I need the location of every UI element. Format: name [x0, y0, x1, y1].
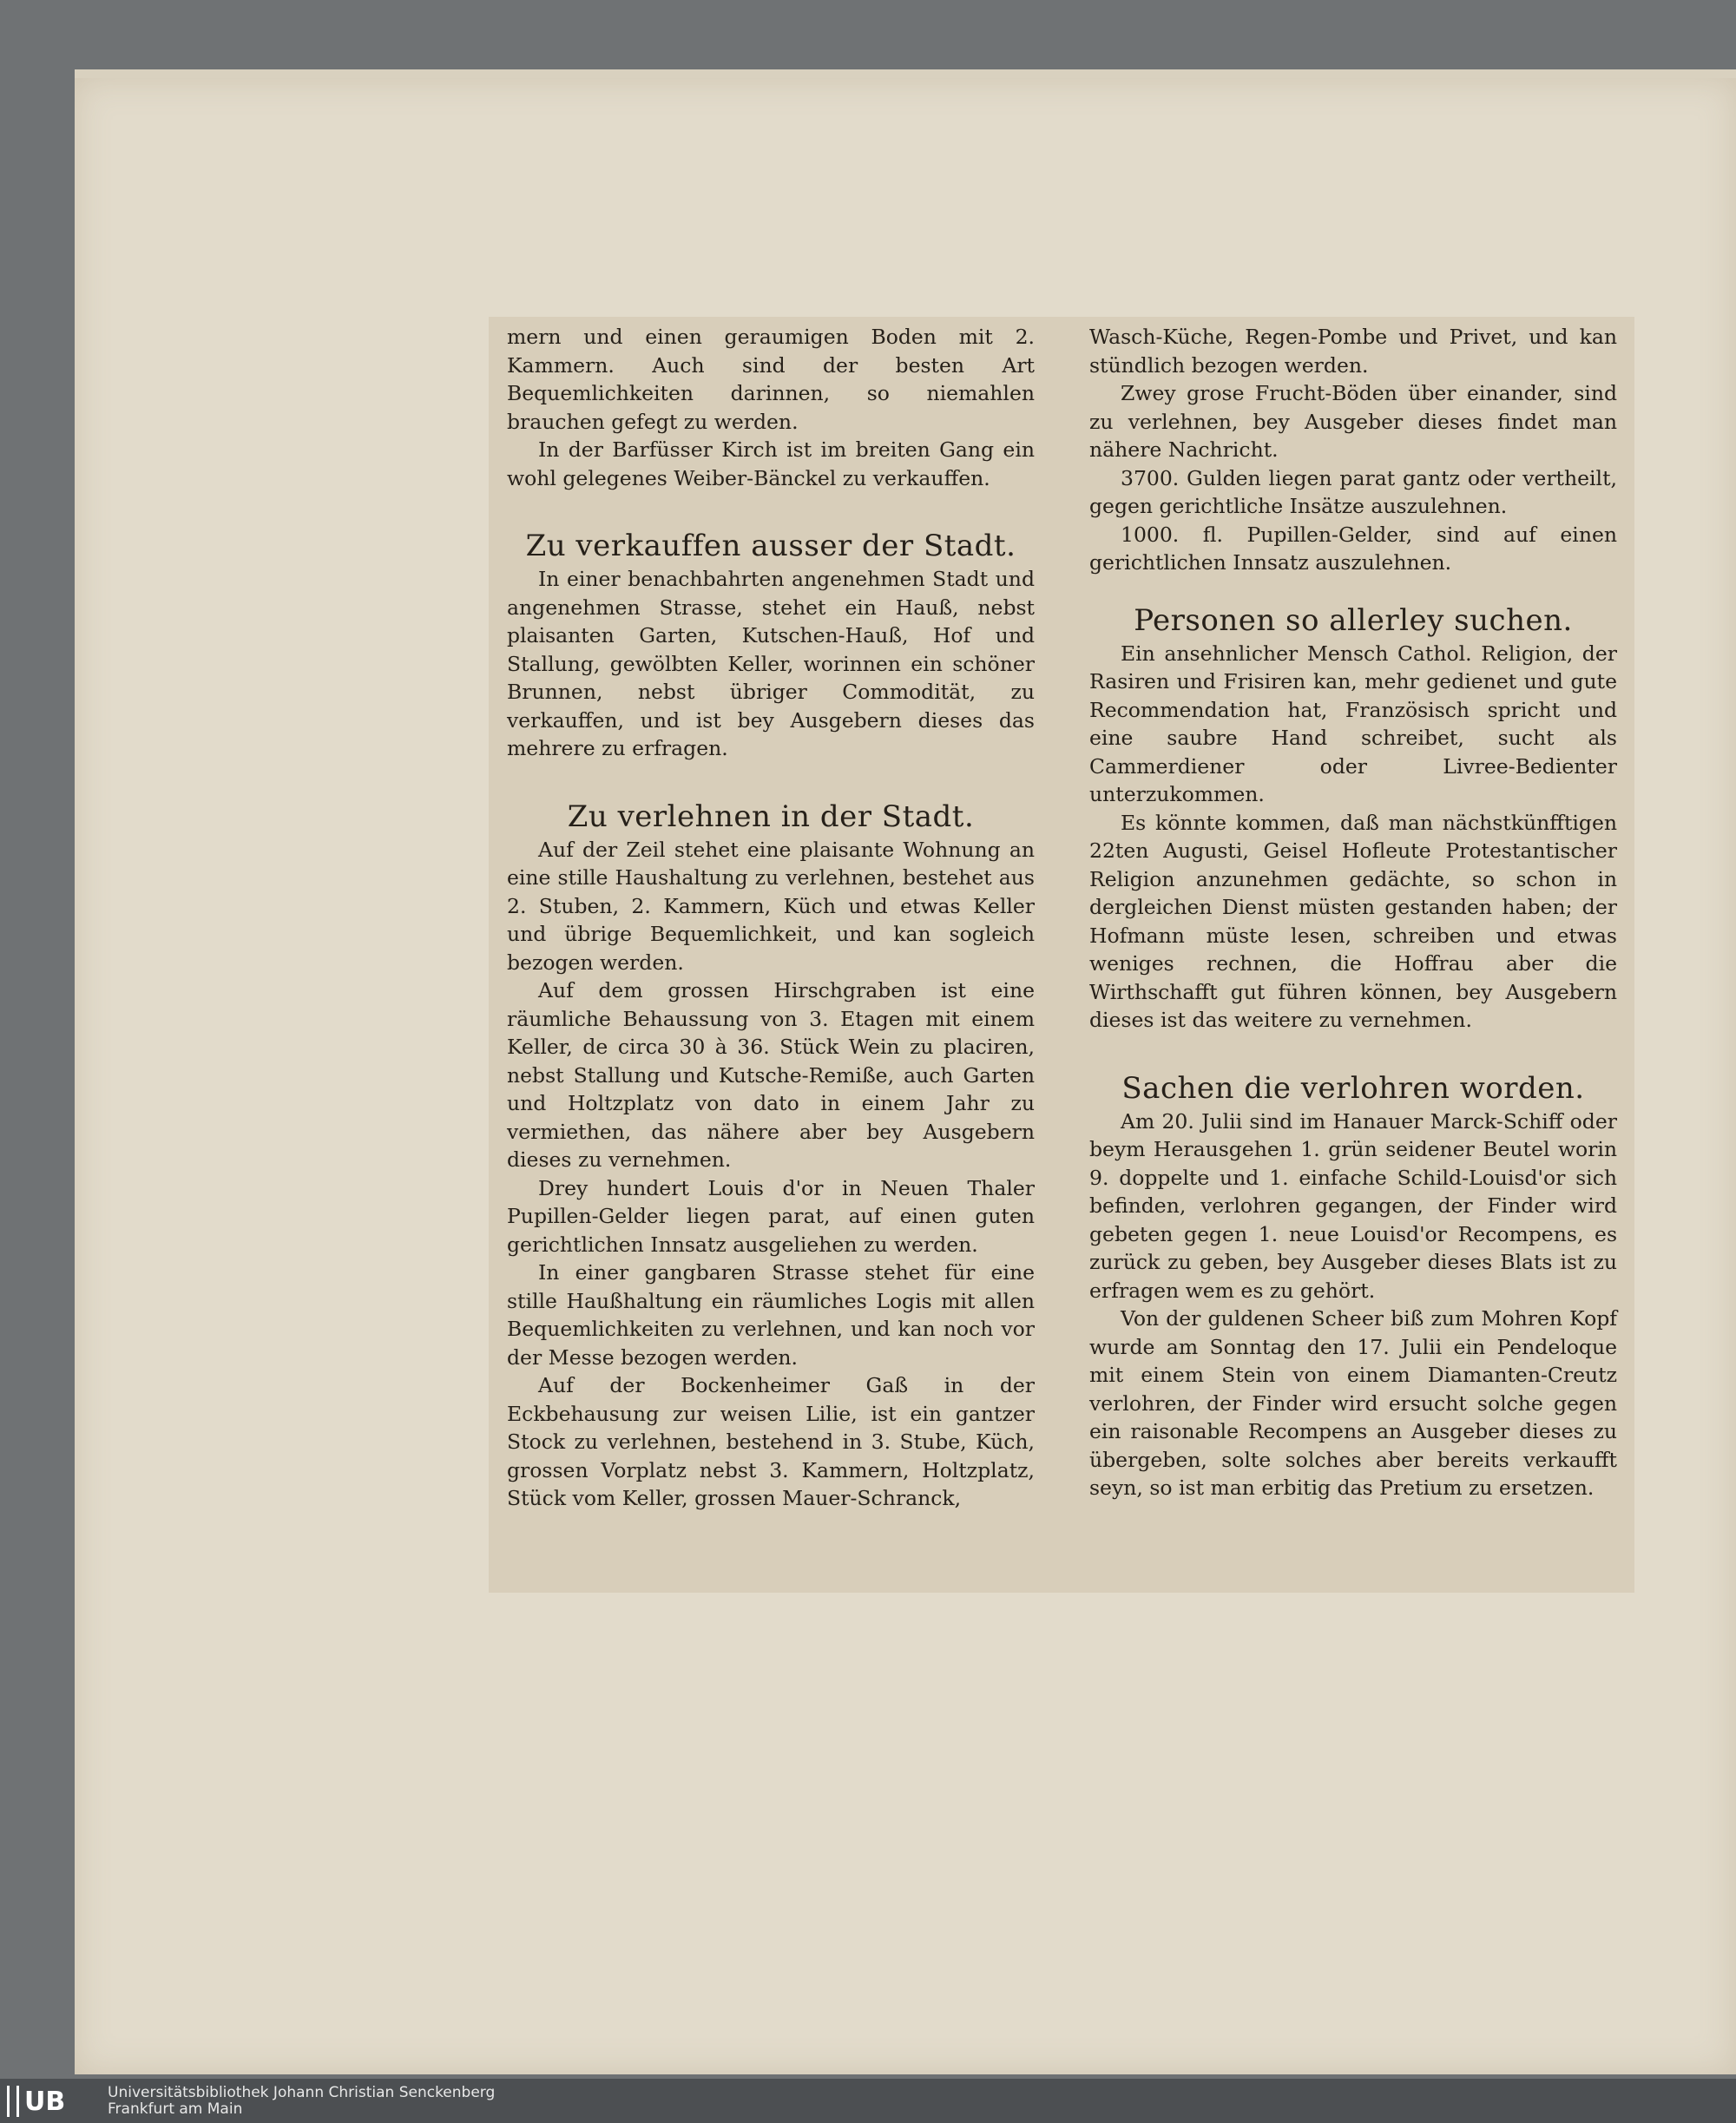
right-paragraph-1: Wasch-Küche, Regen-Pombe und Privet, und kan stündlich bezogen werden. — [1089, 325, 1617, 378]
right-column — [1089, 323, 1617, 1502]
section-heading-verkauffen: Zu verkauffen ausser der Stadt. — [525, 529, 1016, 563]
left-paragraph-7: In einer gangbaren Strasse stehet für eine stille Haußhaltung ein räumliches Logis mit allen Bequemlichkeiten zu verlehnen, und kan noch vor der Messe bezogen werden. — [507, 1260, 1035, 1370]
right-paragraph-8: Von der guldenen Scheer biß zum Mohren Kopf wurde am Sonntag den 17. Julii ein Pendeloque mit einem Stein von einem Diamanten-Creutz verlohren, der Finder wird ersucht solche gegen ein raisonable Recompens an Ausgeber dieses zu übergeben, solte solches aber bereits verkaufft seyn, so ist man erbitig das Pretium zu ersetzen. — [1089, 1306, 1617, 1500]
right-paragraph-7: Am 20. Julii sind im Hanauer Marck-Schiff oder beym Herausgehen 1. grün seidener Beutel worin 9. doppelte und 1. einfache Schild-Louisd'or sich befinden, verlohren gegangen, der Finder wird gebeten gegen 1. neue Louisd'or Recompens, es zurück zu geben, bey Ausgeber dieses Blats ist zu erfragen wem es zu gehört. — [1089, 1108, 1617, 1303]
left-paragraph-5: Auf dem grossen Hirschgraben ist eine räumliche Behaussung von 3. Etagen mit einem Keller, de circa 30 à 36. Stück Wein zu placiren, nebst Stallung und Kutsche-Remiße, auch Garten und Holtzplatz von dato in einem Jahr zu vermiethen, das nähere aber bey Ausgebern dieses zu vernehmen. — [507, 978, 1035, 1172]
right-paragraph-3: 3700. Gulden liegen parat gantz oder vertheilt, gegen gerichtliche Insätze auszulehnen. — [1089, 465, 1617, 518]
section-heading-verlehnen: Zu verlehnen in der Stadt. — [567, 799, 975, 834]
left-paragraph-8: Auf der Bockenheimer Gaß in der Eckbehausung zur weisen Lilie, ist ein gantzer Stock zu verlehnen, bestehend in 3. Stube, Küch, grossen Vorplatz nebst 3. Kammern, Holtzplatz, Stück vom Keller, grossen Mauer-Schranck, — [507, 1373, 1035, 1510]
right-paragraph-4: 1000. fl. Pupillen-Gelder, sind auf einen gerichtlichen Innsatz auszulehnen. — [1089, 522, 1617, 575]
left-paragraph-4: Auf der Zeil stehet eine plaisante Wohnung an eine stille Haushaltung zu verlehnen, bestehet aus 2. Stuben, 2. Kammern, Küch und etwas Keller und übrige Bequemlichkeit, und kan sogleich bezogen werden. — [507, 837, 1035, 975]
library-name: Universitätsbibliothek Johann Christian Senckenberg — [108, 2084, 496, 2101]
section-heading-verlohren: Sachen die verlohren worden. — [1121, 1070, 1585, 1106]
library-city: Frankfurt am Main — [108, 2100, 243, 2118]
right-paragraph-6: Es könnte kommen, daß man nächstkünfftigen 22ten Augusti, Geisel Hofleute Protestantischer Religion anzunehmen gedächte, so schon in dergleichen Dienst müsten gestanden haben; der Hofmann müste lesen, schreiben und etwas weniges rechnen, die Hoffrau aber die Wirthschafft gut führen können, bey Ausgebern dieses ist das weitere zu vernehmen. — [1089, 810, 1617, 1032]
left-column — [507, 323, 1035, 1513]
left-paragraph-6: Drey hundert Louis d'or in Neuen Thaler Pupillen-Gelder liegen parat, auf einen guten gerichtlichen Innsatz ausgeliehen zu werden. — [507, 1175, 1035, 1257]
left-paragraph-1: mern und einen geraumigen Boden mit 2. Kammern. Auch sind der besten Art Bequemlichkeiten darinnen, so niemahlen brauchen gefegt zu werden. — [507, 325, 1035, 434]
library-footer — [0, 2079, 1736, 2123]
ub-logo: UB — [7, 2084, 94, 2119]
left-paragraph-3: In einer benachbahrten angenehmen Stadt und angenehmen Strasse, stehet ein Hauß, nebst plaisanten Garten, Kutschen-Hauß, Hof und Stallung, gewölbten Keller, worinnen ein schöner Brunnen, nebst übriger Commodität, zu verkauffen, und ist bey Ausgebern dieses das mehrere zu erfragen. — [507, 567, 1035, 760]
section-heading-personen: Personen so allerley suchen. — [1134, 602, 1573, 638]
left-paragraph-2: In der Barfüsser Kirch ist im breiten Gang ein wohl gelegenes Weiber-Bänckel zu verkauffen. — [507, 437, 1035, 490]
right-paragraph-2: Zwey grose Frucht-Böden über einander, sind zu verlehnen, bey Ausgeber dieses findet man nähere Nachricht. — [1089, 381, 1617, 462]
right-paragraph-5: Ein ansehnlicher Mensch Cathol. Religion, der Rasiren und Frisiren kan, mehr gedienet und gute Recommendation hat, Französisch spricht und eine saubre Hand schreibet, sucht als Cammerdiener oder Livree-Bedienter unterzukommen. — [1089, 641, 1617, 806]
library-credit — [108, 2085, 495, 2118]
